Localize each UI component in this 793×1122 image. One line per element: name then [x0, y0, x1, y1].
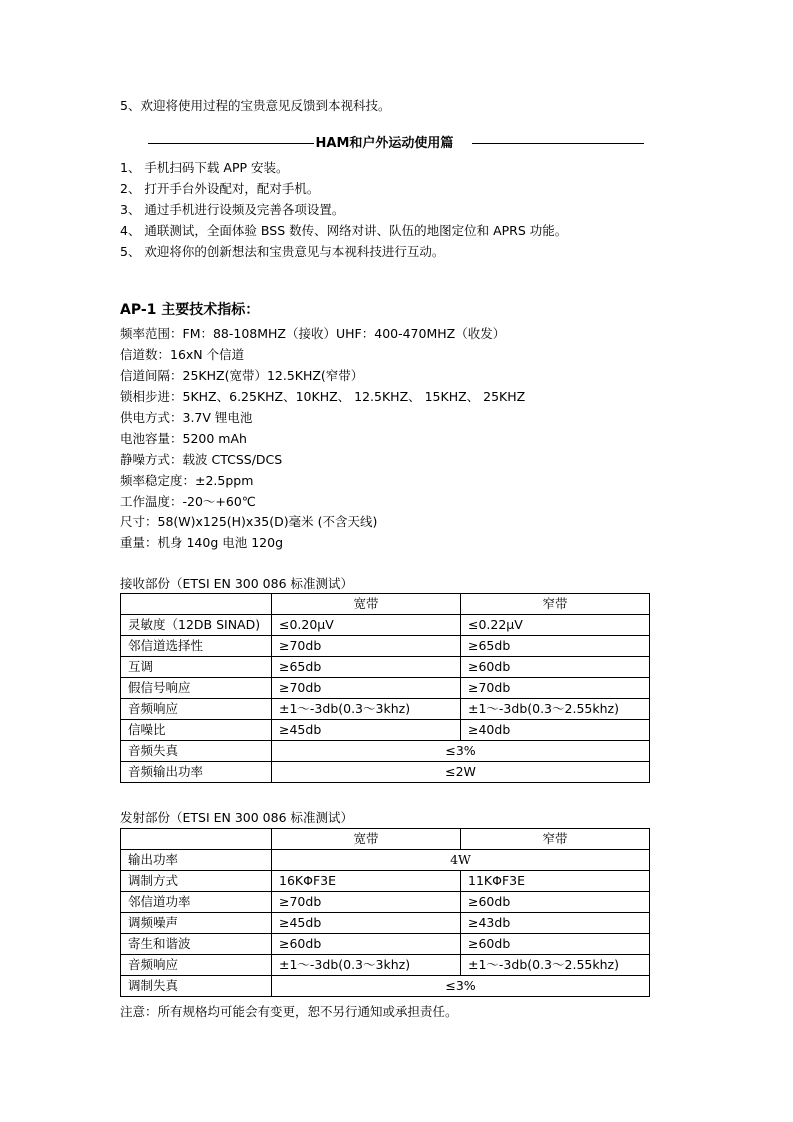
row-label: 邻信道功率	[121, 892, 272, 913]
table-row	[121, 615, 650, 636]
spec-item-frequency-range: 频率范围：FM：88-108MHZ（接收）UHF：400-470MHZ（收发）	[120, 326, 506, 341]
table-row	[121, 636, 650, 657]
transmit-table-caption: 发射部份（ETSI EN 300 086 标准测试）	[120, 810, 354, 825]
cell-wideband: ≥70db	[272, 636, 461, 657]
row-label: 音频输出功率	[121, 762, 272, 783]
ham-step-5: 5、 欢迎将你的创新想法和宝贵意见与本视科技进行互动。	[120, 244, 445, 259]
cell-wideband: ≥60db	[272, 934, 461, 955]
table-row	[121, 934, 650, 955]
row-label: 调制失真	[121, 976, 272, 997]
row-label: 调频噪声	[121, 913, 272, 934]
header-cell-wideband: 宽带	[272, 829, 461, 850]
cell-merged: ≤3%	[272, 741, 650, 762]
row-label: 调制方式	[121, 871, 272, 892]
cell-merged: ≤2W	[272, 762, 650, 783]
header-cell-narrowband: 窄带	[461, 594, 650, 615]
intro-item-5: 5、欢迎将使用过程的宝贵意见反馈到本视科技。	[120, 98, 391, 113]
spec-item-weight: 重量：机身 140g 电池 120g	[120, 535, 284, 550]
disclaimer-note: 注意：所有规格均可能会有变更，恕不另行通知或承担责任。	[120, 1004, 458, 1019]
table-row	[121, 850, 650, 871]
row-label: 互调	[121, 657, 272, 678]
cell-narrowband: ≥60db	[461, 657, 650, 678]
spec-item-channels: 信道数：16xN 个信道	[120, 347, 245, 362]
table-row	[121, 913, 650, 934]
cell-merged: ≤3%	[272, 976, 650, 997]
spec-item-battery-capacity: 电池容量：5200 mAh	[120, 431, 247, 446]
cell-narrowband: ≥40db	[461, 720, 650, 741]
spec-item-pll-step: 锁相步进：5KHZ、6.25KHZ、10KHZ、 12.5KHZ、 15KHZ、 25KHZ	[120, 389, 526, 404]
transmit-table	[120, 828, 650, 997]
cell-wideband: ≥70db	[272, 678, 461, 699]
cell-narrowband: ±1～-3db(0.3～2.55khz)	[461, 699, 650, 720]
cell-narrowband: ≥60db	[461, 934, 650, 955]
ham-section-heading	[120, 135, 649, 153]
header-cell	[121, 829, 272, 850]
table-row	[121, 762, 650, 783]
header-cell-narrowband: 窄带	[461, 829, 650, 850]
cell-wideband: 16KΦF3E	[272, 871, 461, 892]
row-label: 输出功率	[121, 850, 272, 871]
row-label: 邻信道选择性	[121, 636, 272, 657]
row-label: 音频响应	[121, 699, 272, 720]
row-label: 音频响应	[121, 955, 272, 976]
cell-narrowband: 11KΦF3E	[461, 871, 650, 892]
spec-item-power-supply: 供电方式：3.7V 锂电池	[120, 410, 253, 425]
spec-item-frequency-stability: 频率稳定度：±2.5ppm	[120, 473, 254, 488]
ham-step-1: 1、 手机扫码下载 APP 安装。	[120, 160, 289, 175]
spec-title: AP-1 主要技术指标：	[120, 302, 260, 318]
table-row	[121, 976, 650, 997]
receive-table-caption: 接收部份（ETSI EN 300 086 标准测试）	[120, 576, 354, 591]
cell-narrowband: ±1～-3db(0.3～2.55khz)	[461, 955, 650, 976]
row-label: 信噪比	[121, 720, 272, 741]
cell-narrowband: ≥60db	[461, 892, 650, 913]
table-row	[121, 871, 650, 892]
ham-step-2: 2、 打开手台外设配对，配对手机。	[120, 181, 320, 196]
receive-table	[120, 593, 650, 783]
cell-wideband: ≥45db	[272, 720, 461, 741]
row-label: 音频失真	[121, 741, 272, 762]
cell-wideband: ≥65db	[272, 657, 461, 678]
table-row	[121, 741, 650, 762]
cell-narrowband: ≥43db	[461, 913, 650, 934]
cell-merged: 4W	[272, 850, 650, 871]
cell-wideband: ±1～-3db(0.3～3khz)	[272, 955, 461, 976]
header-cell-wideband: 宽带	[272, 594, 461, 615]
table-row	[121, 657, 650, 678]
table-row	[121, 678, 650, 699]
cell-narrowband: ≤0.22μV	[461, 615, 650, 636]
cell-wideband: ≥70db	[272, 892, 461, 913]
ham-section-title: HAM和户外运动使用篇	[315, 136, 454, 151]
ham-step-3: 3、 通过手机进行设频及完善各项设置。	[120, 202, 345, 217]
row-label: 寄生和谐波	[121, 934, 272, 955]
table-row	[121, 699, 650, 720]
cell-wideband: ≥45db	[272, 913, 461, 934]
cell-wideband: ≤0.20μV	[272, 615, 461, 636]
table-row	[121, 955, 650, 976]
row-label: 灵敏度（12DB SINAD)	[121, 615, 272, 636]
spec-item-operating-temperature: 工作温度：-20～+60℃	[120, 494, 256, 509]
table-row	[121, 720, 650, 741]
cell-narrowband: ≥65db	[461, 636, 650, 657]
ham-step-4: 4、 通联测试，全面体验 BSS 数传、网络对讲、队伍的地图定位和 APRS 功能。	[120, 223, 568, 238]
row-label: 假信号响应	[121, 678, 272, 699]
table-header-row	[121, 594, 650, 615]
spec-item-dimensions: 尺寸：58(W)x125(H)x35(D)毫米 (不含天线)	[120, 514, 378, 529]
cell-narrowband: ≥70db	[461, 678, 650, 699]
table-row	[121, 892, 650, 913]
spec-item-channel-spacing: 信道间隔：25KHZ(宽带）12.5KHZ(窄带）	[120, 368, 364, 383]
spec-item-squelch: 静噪方式：载波 CTCSS/DCS	[120, 452, 283, 467]
table-header-row	[121, 829, 650, 850]
cell-wideband: ±1～-3db(0.3～3khz)	[272, 699, 461, 720]
header-cell	[121, 594, 272, 615]
